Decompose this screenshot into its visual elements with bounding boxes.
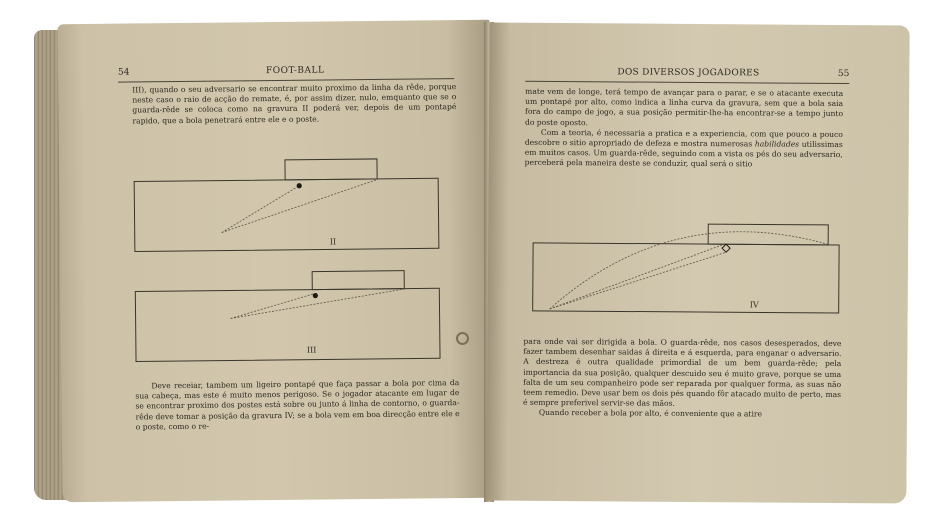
goal-outline (708, 224, 828, 245)
paragraph-text: III), quando o seu adversario se encontrar muito proximo da linha da rêde, porque neste caso o raio de acção do remate, é, por assim dizer, nulo, emquanto que se o guarda-rêde se coloca como na gravura II poderá ver, depois de um pontapé rapido, que a bola penetrará entre ele e o poste. (132, 82, 457, 126)
goal-outline (285, 159, 377, 180)
left-page (58, 20, 495, 502)
right-paragraphs-bottom (523, 337, 842, 421)
paragraph-2-end: utilissimas em muitos casos. Um guarda-rêde, seguindo com a vista os pés do seu adversario, perceberá pela maneira deste se conduzir, qual será o sitio (524, 139, 843, 169)
paper-stain-mark (456, 332, 469, 345)
shot-line-lower (230, 294, 314, 319)
shot-line-lower (221, 186, 299, 233)
paragraph-1: mate vem de longe, terá tempo de avançar para o parar, e se o atacante executa um pontapé por alto, como indica a linha curva da gravura, sem que a bola saia fora do campo de jogo, a sua posição permitir-lhe-ha encontrar-se a tempo junto do poste oposto. (524, 86, 844, 127)
paragraph-text: Deve receiar, tambem um ligeiro pontapé que faça passar a bola por cima da sua cabeça, mas este é muito menos perigoso. Se o jogador atacante em lugar de se encontrar proximo dos postes está sobre ou junto á linha de contorno, o guarda-rêde deve tomar a posição da gravura IV; se a bola vem em boa direcção entre ele e o poste, como o re- (135, 378, 460, 432)
right-running-title: DOS DIVERSOS JOGADORES (617, 67, 760, 79)
field-outline (533, 243, 839, 313)
left-paragraph-bottom (135, 378, 460, 432)
shot-line-upper (230, 289, 406, 319)
paragraph-2 (525, 128, 843, 171)
figure-ii (133, 156, 444, 255)
field-outline (134, 178, 439, 251)
field-outline (135, 288, 440, 361)
figure-ii-label: II (329, 237, 337, 247)
left-paragraph-top (132, 82, 456, 126)
figure-iii-label: III (306, 345, 317, 355)
right-page (486, 23, 909, 504)
figure-ii-diagram (133, 156, 444, 255)
goalkeeper-marker (722, 244, 730, 252)
figure-iv (532, 219, 845, 317)
goalkeeper-marker (313, 293, 318, 298)
shot-line-upper (550, 243, 724, 310)
paragraph-4: Quando receber a bola por alto, é conveniente que a atire (538, 408, 763, 419)
paragraph-2-start: Com a teoria, é necessaria a pratica e a experiencia, com que pouco a pouco descobre o sitio apropriado de defeza e mostra numerosas (524, 127, 843, 149)
left-page-number: 54 (117, 67, 130, 78)
right-running-header (525, 65, 849, 84)
lob-curve (550, 230, 831, 311)
shot-line-lower (550, 251, 726, 310)
goal-outline (312, 271, 404, 290)
figure-iii (134, 266, 445, 365)
paragraph-2-emphasis: habilidades (754, 139, 800, 149)
right-paragraphs-top (525, 87, 844, 171)
left-running-header (118, 62, 454, 83)
left-running-title: FOOT-BALL (265, 65, 325, 77)
paragraph-3: para onde vai ser dirigida a bola. O guarda-rêde, nos casos desesperados, deve fazer tambem desenhar saidas á direita e á esquerda, para enganar o adversario. A destreza é outra qualidade primordial de um bem guarda-rêde; pela importancia da sua posição, qualquer descuido seu é muito grave, porque se uma falta de um seu companheiro pode ser reparada por qualquer forma, as suas não teem remedio. Deve usar bem os dois pés quando fôr atacado muito de perto, mas é sempre preferivel servir-se das mãos. (522, 336, 842, 409)
figure-iii-diagram (134, 266, 445, 365)
goalkeeper-marker (297, 183, 302, 188)
right-page-number: 55 (837, 68, 850, 80)
figure-iv-diagram (532, 219, 845, 317)
figure-iv-label: IV (749, 300, 759, 310)
